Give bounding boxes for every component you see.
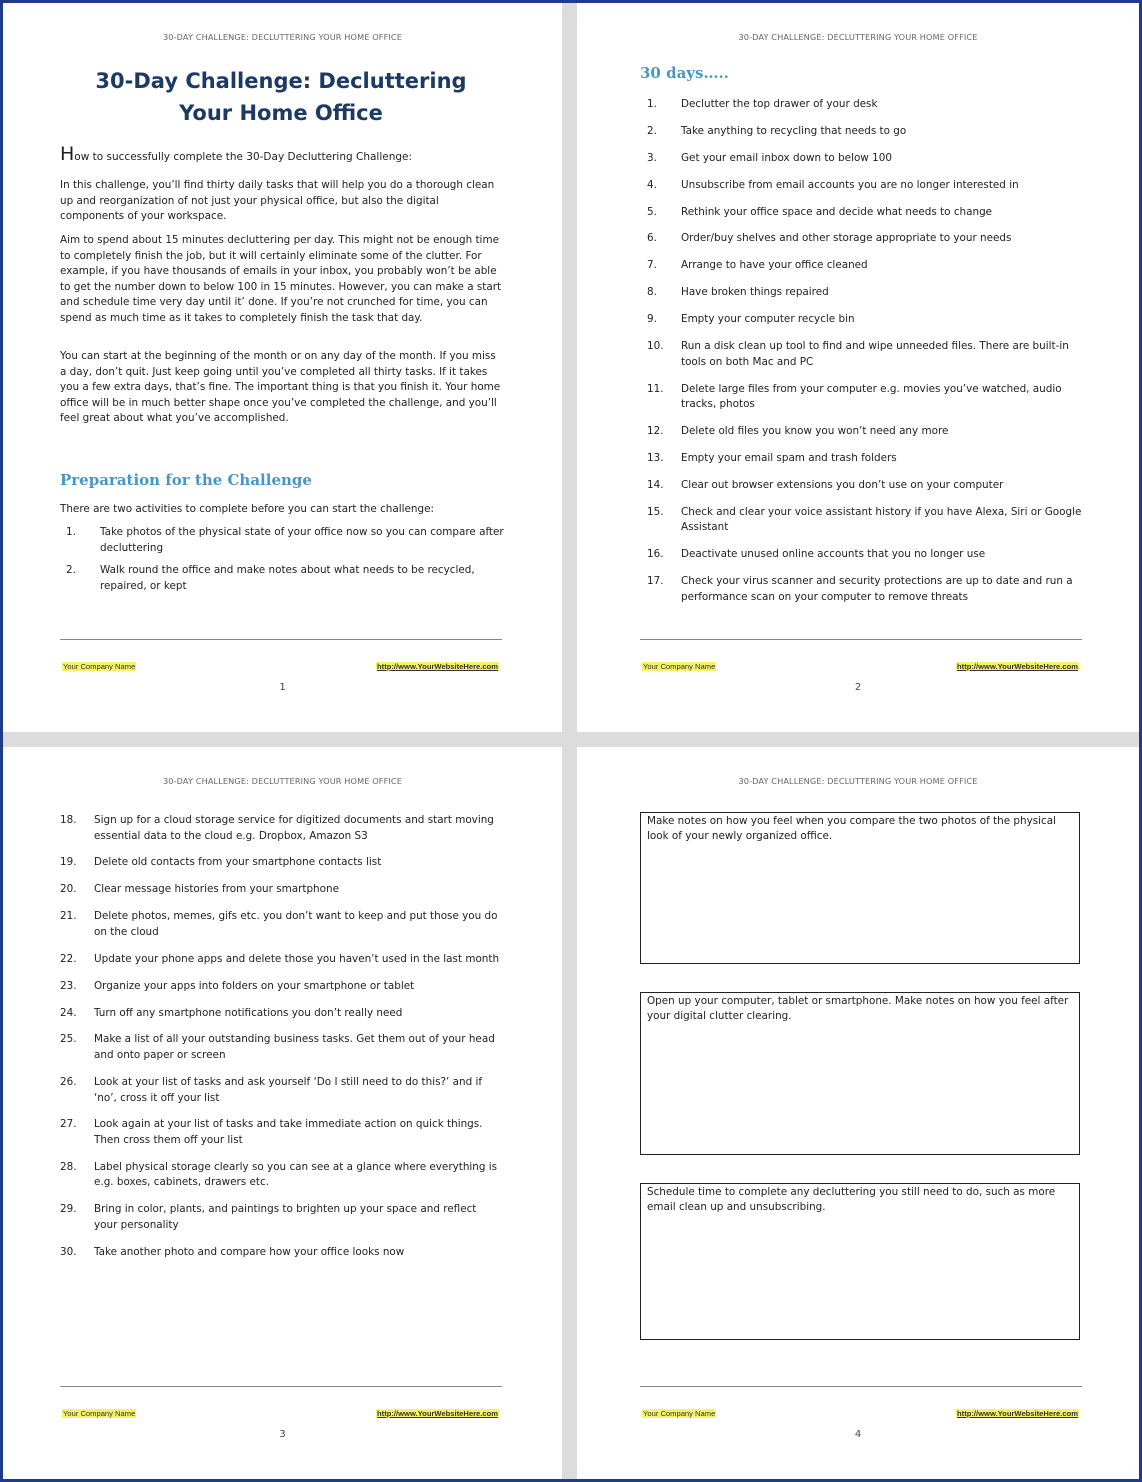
list-item (60, 1245, 502, 1261)
page-4 (577, 747, 1139, 1479)
item-text: Walk round the office and make notes about what needs to be recycled, repaired, or kept (100, 564, 475, 592)
page-number: 2 (854, 682, 862, 693)
running-header: 30-DAY CHALLENGE: DECLUTTERING YOUR HOME OFFICE (738, 32, 978, 42)
page-number: 1 (279, 682, 286, 693)
section-intro: There are two activities to complete before you can start the challenge: (60, 503, 434, 515)
paragraph: You can start at the beginning of the month or on any day of the month. If you miss a day, don’t quit. Just keep going until you’ve completed all thirty tasks. If it takes you a few extra days, that’s fine. The important thing is that you finish it. Your home office will be in much better shape once you’ve completed the challenge, and you’ll feel great about what you’ve accomplished. (60, 350, 501, 425)
item-text: Rethink your office space and decide what needs to change (681, 205, 993, 218)
task-list (647, 97, 1089, 617)
item-text: Delete old files you know you won’t need any more (681, 424, 949, 437)
paragraph: In this challenge, you’ll find thirty daily tasks that will help you do a thorough clean up and reorganization of not just your physical office, but also the digital components of your workspace. (60, 179, 495, 223)
running-header: 30-DAY CHALLENGE: DECLUTTERING YOUR HOME OFFICE (162, 32, 402, 42)
page-number: 4 (854, 1429, 862, 1440)
list-item (647, 478, 1089, 494)
item-number: 27. (60, 1118, 77, 1131)
item-text: Take another photo and compare how your office looks now (94, 1245, 405, 1258)
item-text: Bring in color, plants, and paintings to brighten up your space and reflect your personality (94, 1203, 477, 1231)
list-item (60, 813, 502, 844)
page-3 (3, 747, 562, 1479)
footer-rule (640, 1386, 1082, 1387)
item-text: Unsubscribe from email accounts you are no longer interested in (681, 178, 1019, 191)
footer-rule (60, 1386, 502, 1387)
item-number: 7. (647, 259, 657, 272)
item-number: 1. (66, 526, 76, 538)
list-item (647, 547, 1089, 563)
item-text: Order/buy shelves and other storage appropriate to your needs (681, 232, 1012, 245)
list-item (647, 505, 1089, 536)
prep-list (66, 525, 508, 594)
item-number: 13. (647, 451, 664, 464)
list-item (647, 231, 1089, 247)
title-line-2: Your Home Office (179, 101, 383, 125)
item-number: 9. (647, 313, 657, 326)
footer-company: Your Company Name (643, 1409, 716, 1418)
item-number: 17. (647, 575, 664, 588)
footer-company: Your Company Name (643, 662, 716, 671)
footer-url-link[interactable]: http://www.YourWebsiteHere.com (377, 1409, 498, 1418)
item-text: Clear out browser extensions you don’t use on your computer (681, 478, 1004, 491)
item-number: 11. (647, 382, 664, 395)
item-text: Label physical storage clearly so you can see at a glance where everything is e.g. boxes, cabinets, drawers etc. (94, 1160, 498, 1189)
intro-text: ow to successfully complete the 30-Day Decluttering Challenge: (74, 151, 413, 163)
list-item (647, 382, 1089, 413)
running-header: 30-DAY CHALLENGE: DECLUTTERING YOUR HOME OFFICE (162, 776, 402, 786)
list-item (60, 1006, 502, 1022)
list-item (60, 979, 502, 995)
list-item (647, 124, 1089, 140)
footer-rule (60, 639, 502, 640)
item-text: Delete large files from your computer e.g. movies you’ve watched, audio tracks, photos (681, 382, 1062, 411)
item-text: Look again at your list of tasks and take immediate action on quick things. Then cross them off your list (94, 1118, 483, 1146)
item-number: 23. (60, 979, 77, 992)
item-number: 25. (60, 1033, 77, 1046)
footer-url-link[interactable]: http://www.YourWebsiteHere.com (377, 662, 498, 671)
item-number: 15. (647, 505, 664, 518)
item-number: 6. (647, 232, 657, 245)
item-text: Run a disk clean up tool to find and wipe unneeded files. There are built-in tools on both Mac and PC (681, 340, 1069, 368)
item-number: 30. (60, 1245, 77, 1258)
list-item (60, 909, 502, 940)
list-item (60, 1032, 502, 1063)
section-heading: Preparation for the Challenge (60, 471, 312, 489)
footer-url-link[interactable]: http://www.YourWebsiteHere.com (957, 662, 1078, 671)
item-text: Clear message histories from your smartphone (94, 883, 339, 896)
item-text: Turn off any smartphone notifications you don’t really need (94, 1006, 403, 1019)
footer-company: Your Company Name (63, 1409, 136, 1418)
item-number: 5. (647, 205, 657, 218)
item-number: 19. (60, 856, 77, 869)
item-number: 28. (60, 1160, 77, 1173)
item-text: Declutter the top drawer of your desk (681, 98, 878, 110)
item-number: 2. (66, 564, 76, 577)
footer-url-link[interactable]: http://www.YourWebsiteHere.com (957, 1409, 1078, 1418)
item-text: Make a list of all your outstanding business tasks. Get them out of your head and onto paper or screen (94, 1033, 495, 1062)
item-number: 1. (647, 98, 657, 110)
list-item (647, 97, 1089, 113)
list-item (647, 574, 1089, 605)
item-number: 20. (60, 883, 77, 896)
section-heading: 30 days….. (640, 64, 729, 82)
list-item (66, 563, 508, 594)
document-title (60, 65, 502, 129)
running-header: 30-DAY CHALLENGE: DECLUTTERING YOUR HOME OFFICE (738, 776, 978, 786)
notes-box-photos[interactable]: Make notes on how you feel when you compare the two photos of the physical look of your newly organized office. (640, 812, 1080, 964)
item-text: Look at your list of tasks and ask yourself ‘Do I still need to do this?’ and if ‘no’, cross it off your list (94, 1075, 483, 1104)
page-2 (577, 3, 1139, 732)
item-number: 24. (60, 1006, 77, 1019)
list-item (60, 855, 502, 871)
page-1 (3, 3, 562, 732)
item-number: 26. (60, 1075, 77, 1088)
item-text: Have broken things repaired (681, 286, 829, 299)
item-number: 18. (60, 814, 77, 826)
item-number: 22. (60, 952, 77, 965)
item-text: Arrange to have your office cleaned (681, 259, 868, 272)
list-item (647, 151, 1089, 167)
item-text: Deactivate unused online accounts that you no longer use (681, 548, 986, 561)
item-number: 8. (647, 286, 657, 299)
item-number: 10. (647, 340, 664, 353)
list-item (60, 882, 502, 898)
item-text: Sign up for a cloud storage service for digitized documents and start moving essential data to the cloud e.g. Dropbox, Amazon S3 (94, 814, 494, 842)
footer-rule (640, 639, 1082, 640)
intro-dropcap: H (60, 143, 75, 165)
item-number: 3. (647, 151, 657, 164)
item-text: Delete old contacts from your smartphone contacts list (94, 856, 382, 869)
item-text: Check and clear your voice assistant history if you have Alexa, Siri or Google Assistant (681, 505, 1082, 534)
item-text: Update your phone apps and delete those you haven’t used in the last month (94, 952, 500, 965)
list-item (60, 952, 502, 968)
item-text: Delete photos, memes, gifs etc. you don’t want to keep and put those you do on the cloud (94, 910, 498, 938)
notes-box-digital[interactable]: Open up your computer, tablet or smartphone. Make notes on how you feel after your digital clutter clearing. (640, 992, 1080, 1155)
title-line-1: 30-Day Challenge: Decluttering (95, 69, 467, 93)
list-item (66, 525, 508, 556)
list-item (647, 424, 1089, 440)
item-text: Take photos of the physical state of your office now so you can compare after decluttering (100, 526, 504, 554)
list-item (647, 205, 1089, 221)
list-item (647, 285, 1089, 301)
item-text: Take anything to recycling that needs to go (681, 124, 907, 137)
item-number: 16. (647, 548, 664, 561)
item-number: 2. (647, 124, 657, 137)
list-item (647, 258, 1089, 274)
document-canvas (3, 3, 1139, 1479)
item-number: 21. (60, 910, 77, 923)
notes-box-schedule[interactable]: Schedule time to complete any decluttering you still need to do, such as more email clean up and unsubscribing. (640, 1183, 1080, 1340)
item-number: 4. (647, 178, 657, 191)
list-item (647, 312, 1089, 328)
list-item (60, 1075, 502, 1106)
footer-company: Your Company Name (63, 662, 136, 671)
list-item (647, 178, 1089, 194)
list-item (60, 1117, 502, 1148)
paragraph: Aim to spend about 15 minutes decluttering per day. This might not be enough time to completely finish the job, but it will certainly eliminate some of the clutter. For example, if you have thousands of emails in your inbox, you probably won’t be able to get the number down to below 100 in 15 minutes. However, you can make a start and schedule time very day until it’ done. If you’re not crunched for time, you can spend as much time as it takes to completely finish the task that day. (60, 234, 502, 324)
list-item (60, 1202, 502, 1233)
item-text: Get your email inbox down to below 100 (681, 151, 892, 164)
task-list (60, 813, 502, 1272)
item-text: Check your virus scanner and security protections are up to date and run a performance scan on your computer to remove threats (681, 575, 1073, 603)
item-text: Empty your email spam and trash folders (681, 451, 897, 464)
item-number: 29. (60, 1203, 77, 1216)
list-item (647, 451, 1089, 467)
item-text: Empty your computer recycle bin (681, 313, 855, 326)
list-item (647, 339, 1089, 370)
item-number: 14. (647, 478, 664, 491)
intro-line (60, 143, 412, 165)
item-number: 12. (647, 424, 664, 437)
list-item (60, 1160, 502, 1191)
item-text: Organize your apps into folders on your smartphone or tablet (94, 979, 415, 992)
page-number: 3 (279, 1429, 286, 1440)
